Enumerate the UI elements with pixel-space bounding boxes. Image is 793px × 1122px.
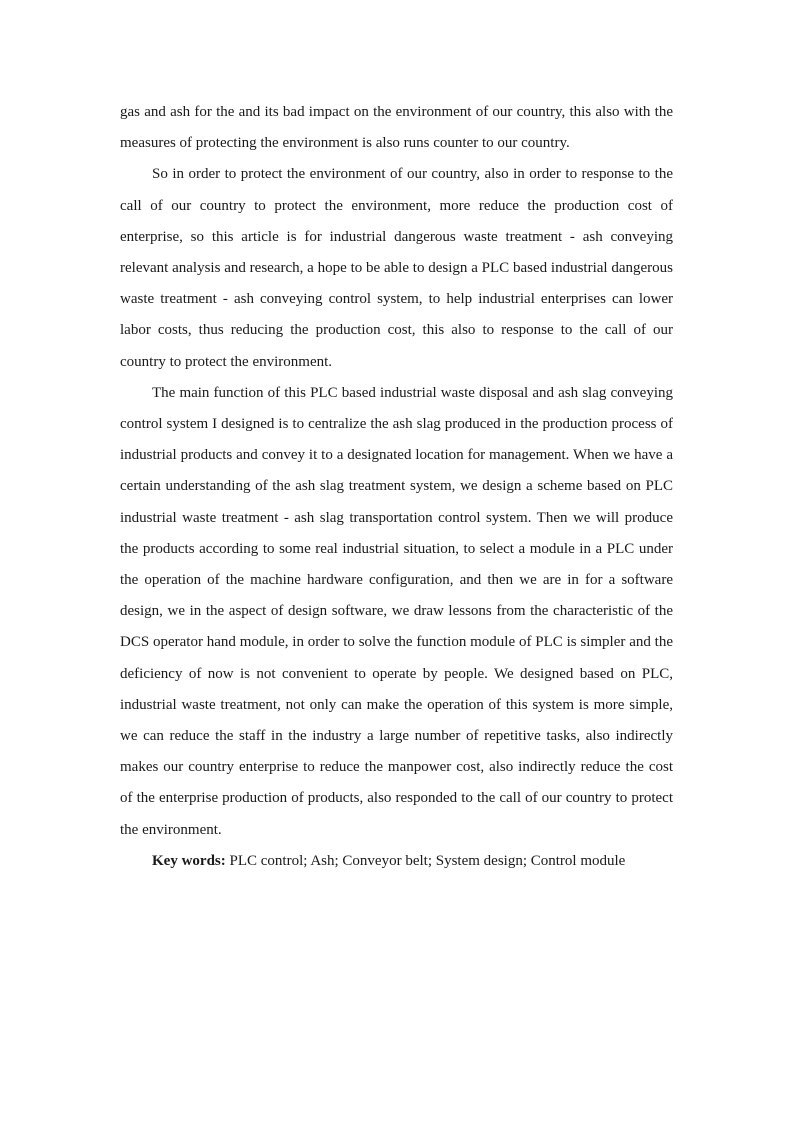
keywords-label: Key words: (152, 852, 226, 869)
keywords-line (120, 846, 673, 877)
paragraph-main-function: The main function of this PLC based industrial waste disposal and ash slag conveying control system I designed is to centralize the ash slag produced in the production process of industrial products and convey it to a designated location for management. When we have a certain understanding of the ash slag treatment system, we design a scheme based on PLC industrial waste treatment - ash slag transportation control system. Then we will produce the products according to some real industrial situation, to select a module in a PLC under the operation of the machine hardware configuration, and then we are in for a software design, we in the aspect of design software, we draw lessons from the characteristic of the DCS operator hand module, in order to solve the function module of PLC is simpler and the deficiency of now is not convenient to operate by people. We designed based on PLC, industrial waste treatment, not only can make the operation of this system is more simple, we can reduce the staff in the industry a large number of repetitive tasks, also indirectly makes our country enterprise to reduce the manpower cost, also indirectly reduce the cost of the enterprise production of products, also responded to the call of our country to protect the environment. (120, 384, 673, 838)
keywords-text: PLC control; Ash; Conveyor belt; System design; Control module (225, 852, 626, 869)
abstract-body (120, 97, 673, 877)
paragraph-purpose: So in order to protect the environment of our country, also in order to response to the call of our country to protect the environment, more reduce the production cost of enterprise, so this article is for industrial dangerous waste treatment - ash conveying relevant analysis and research, a hope to be able to design a PLC based industrial dangerous waste treatment - ash conveying control system, to help industrial enterprises can lower labor costs, thus reducing the production cost, this also to response to the call of our country to protect the environment. (120, 166, 673, 370)
paragraph-continuation: gas and ash for the and its bad impact on the environment of our country, this also with the measures of protecting the environment is also runs counter to our country. (120, 104, 673, 152)
